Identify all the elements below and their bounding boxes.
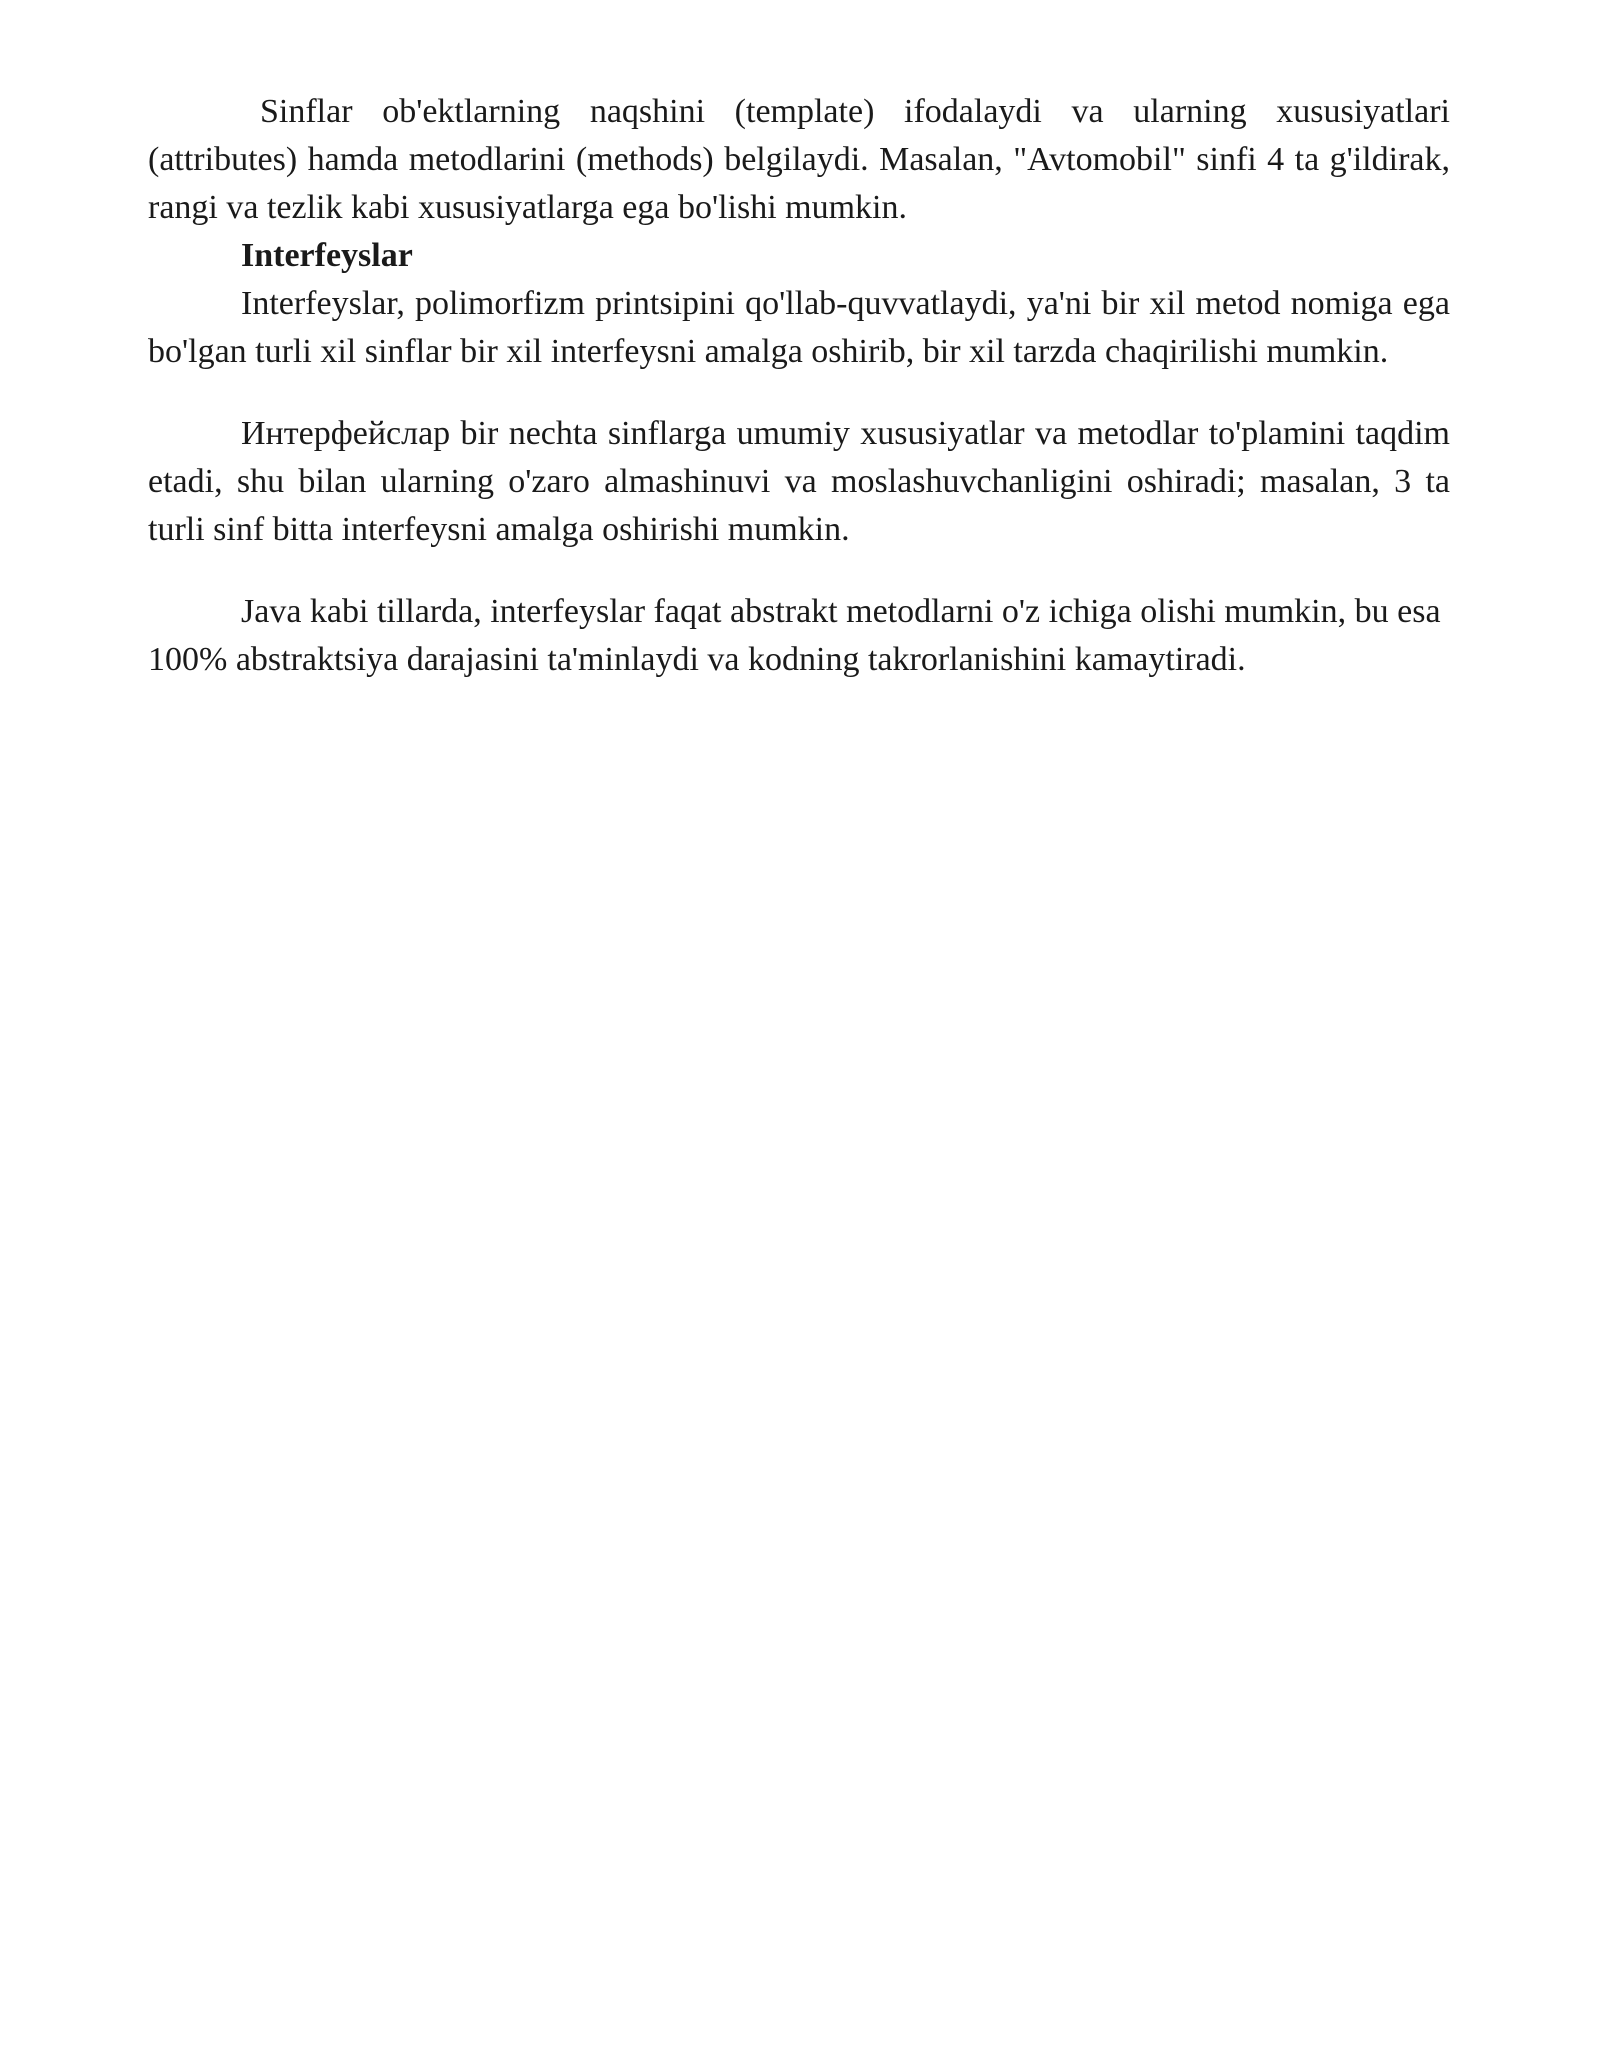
- paragraph-interfaces-common-methods: Интерфейслар bir nechta sinflarga umumiy xususiyatlar va metodlar to'plamini taqdim etadi, shu bilan ularning o'zaro almashinuvi va moslashuvchanligini oshiradi; masalan, 3 ta turli sinf bitta interfeysni amalga oshirishi mumkin.: [148, 415, 1450, 548]
- paragraph-java-abstraction: Java kabi tillarda, interfeyslar faqat abstrakt metodlarni o'z ichiga olishi mumkin, bu esa 100% abstraktsiya darajasini ta'minlaydi va kodning takrorlanishini kamaytiradi.: [148, 593, 1441, 678]
- paragraph-classes: Sinflar ob'ektlarning naqshini (template) ifodalaydi va ularning xususiyatlari (attributes) hamda metodlarini (methods) belgilaydi. Masalan, "Avtomobil" sinfi 4 ta g'ildirak, rangi va tezlik kabi xususiyatlarga ega bo'lishi mumkin.: [148, 93, 1450, 226]
- document-body: [148, 88, 1450, 684]
- section-heading-interfaces: Interfeyslar: [241, 237, 413, 274]
- paragraph-interfaces-polymorphism: Interfeyslar, polimorfizm printsipini qo'llab-quvvatlaydi, ya'ni bir xil metod nomiga ega bo'lgan turli xil sinflar bir xil interfeysni amalga oshirib, bir xil tarzda chaqirilishi mumkin.: [148, 285, 1450, 370]
